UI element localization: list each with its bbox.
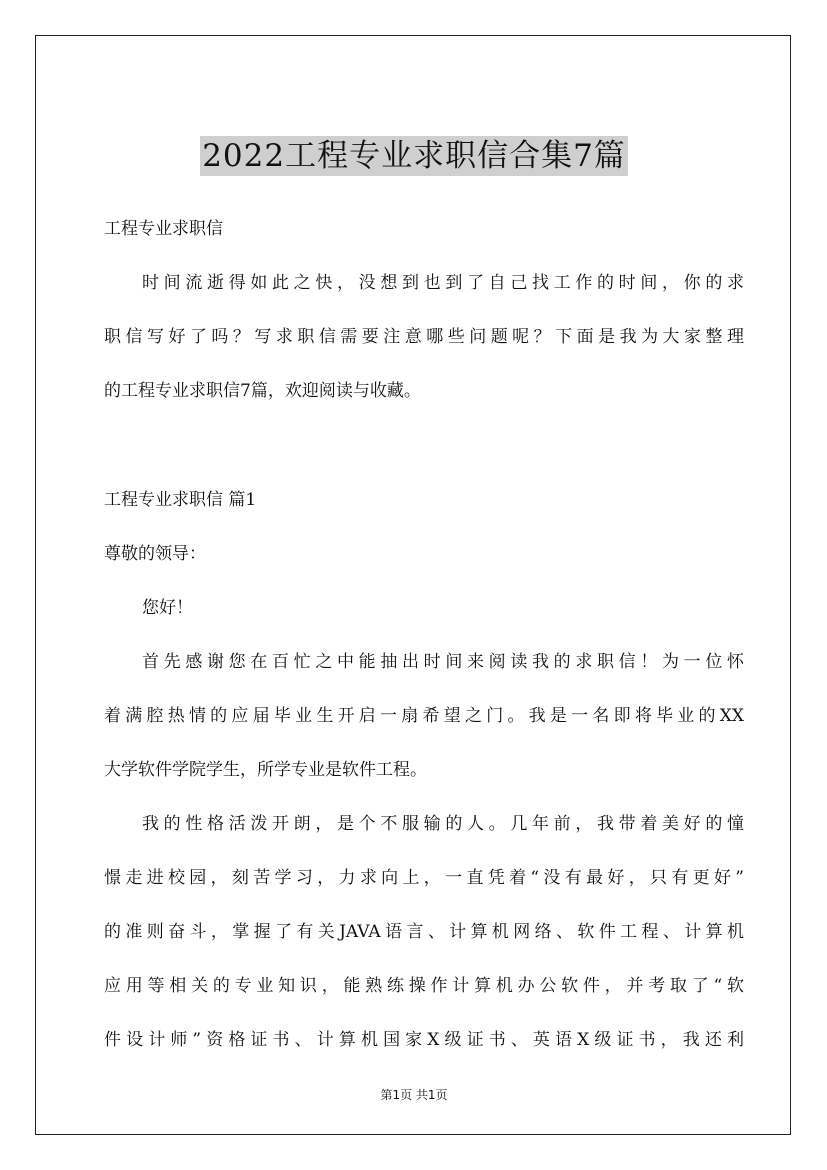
page-footer: 第1页 共1页 bbox=[380, 1088, 448, 1102]
greeting: 您好！ bbox=[142, 598, 193, 618]
paragraph-line: 着满腔热情的应届毕业生开启一扇希望之门。我是一名即将毕业的XX bbox=[104, 706, 744, 726]
intro-line: 时间流逝得如此之快，没想到也到了自己找工作的时间，你的求 bbox=[142, 273, 744, 293]
section-heading: 工程专业求职信 篇1 bbox=[104, 490, 257, 510]
paragraph-line: 我的性格活泼开朗，是个不服输的人。几年前，我带着美好的憧 bbox=[142, 814, 744, 834]
intro-heading: 工程专业求职信 bbox=[104, 219, 223, 239]
intro-line: 职信写好了吗？写求职信需要注意哪些问题呢？下面是我为大家整理 bbox=[104, 327, 744, 347]
paragraph-line: 大学软件学院学生，所学专业是软件工程。 bbox=[104, 760, 427, 780]
paragraph-line: 首先感谢您在百忙之中能抽出时间来阅读我的求职信！为一位怀 bbox=[142, 652, 744, 672]
page-frame bbox=[35, 35, 791, 1135]
paragraph-line: 憬走进校园，刻苦学习，力求向上，一直凭着“没有最好，只有更好” bbox=[104, 868, 744, 888]
paragraph-line: 件设计师”资格证书、计算机国家X级证书、英语X级证书，我还利 bbox=[104, 1030, 744, 1050]
paragraph-line: 的准则奋斗，掌握了有关JAVA语言、计算机网络、软件工程、计算机 bbox=[104, 922, 744, 942]
salutation: 尊敬的领导： bbox=[104, 544, 206, 564]
title-container bbox=[36, 136, 792, 176]
paragraph-line: 应用等相关的专业知识，能熟练操作计算机办公软件，并考取了“软 bbox=[104, 976, 744, 996]
intro-line: 的工程专业求职信7篇，欢迎阅读与收藏。 bbox=[104, 381, 421, 401]
document-title: 2022工程专业求职信合集7篇 bbox=[202, 138, 626, 174]
